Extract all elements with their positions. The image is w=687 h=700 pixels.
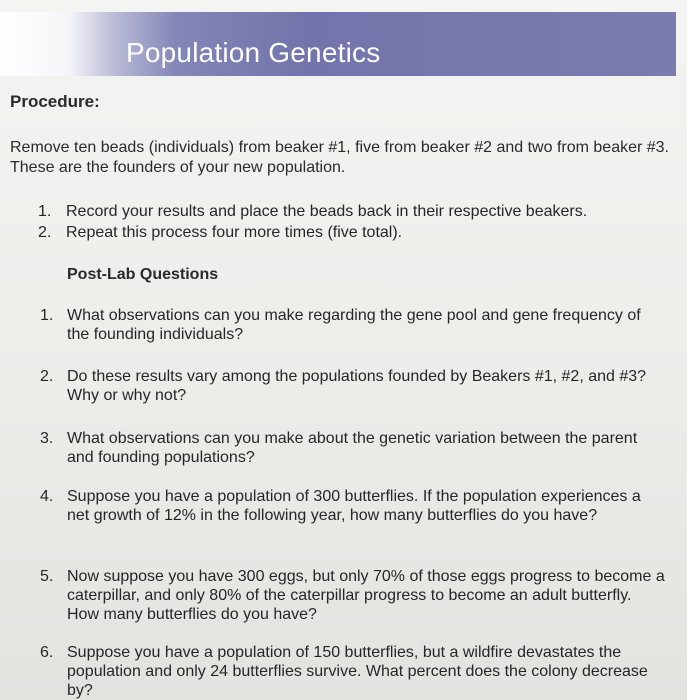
- question-number: 1.: [40, 307, 54, 324]
- question-text: Now suppose you have 300 eggs, but only 70% of those eggs progress to become a caterpillar, and only 80% of the caterpillar progress to become an adult butterfly. How many butterflies do you have?: [67, 568, 665, 623]
- question-number: 2.: [40, 368, 54, 385]
- question-number: 5.: [40, 568, 54, 585]
- question-item: [40, 306, 665, 344]
- post-lab-heading: Post-Lab Questions: [67, 266, 219, 283]
- question-item: [40, 567, 665, 624]
- procedure-steps: [38, 201, 678, 243]
- question-text: Do these results vary among the populations founded by Beakers #1, #2, and #3? Why or why not?: [67, 368, 647, 404]
- question-text: Suppose you have a population of 150 butterflies, but a wildfire devastates the population and only 24 butterflies survive. What percent does the colony decrease by?: [67, 644, 648, 699]
- procedure-intro: Remove ten beads (individuals) from beaker #1, five from beaker #2 and two from beaker #3. These are the founders of your new population.: [10, 139, 669, 176]
- title-banner: [0, 12, 676, 76]
- page-title: Population Genetics: [126, 37, 381, 68]
- step-number: 2.: [38, 224, 52, 241]
- question-text: What observations can you make regarding the gene pool and gene frequency of the founding individuals?: [67, 307, 641, 343]
- step-number: 1.: [38, 203, 52, 220]
- question-item: [40, 429, 665, 467]
- procedure-heading: Procedure:: [10, 92, 100, 111]
- step-text: Repeat this process four more times (five total).: [66, 224, 403, 241]
- procedure-step: [38, 201, 678, 222]
- question-number: 6.: [40, 644, 54, 661]
- step-text: Record your results and place the beads back in their respective beakers.: [66, 203, 588, 220]
- procedure-step: [38, 222, 678, 243]
- question-text: What observations can you make about the genetic variation between the parent and founding populations?: [67, 430, 638, 466]
- question-text: Suppose you have a population of 300 butterflies. If the population experiences a net growth of 12% in the following year, how many butterflies do you have?: [67, 488, 641, 524]
- question-item: [40, 367, 665, 405]
- question-number: 3.: [40, 430, 54, 447]
- question-item: [40, 643, 665, 700]
- question-number: 4.: [40, 488, 54, 505]
- question-item: [40, 487, 665, 525]
